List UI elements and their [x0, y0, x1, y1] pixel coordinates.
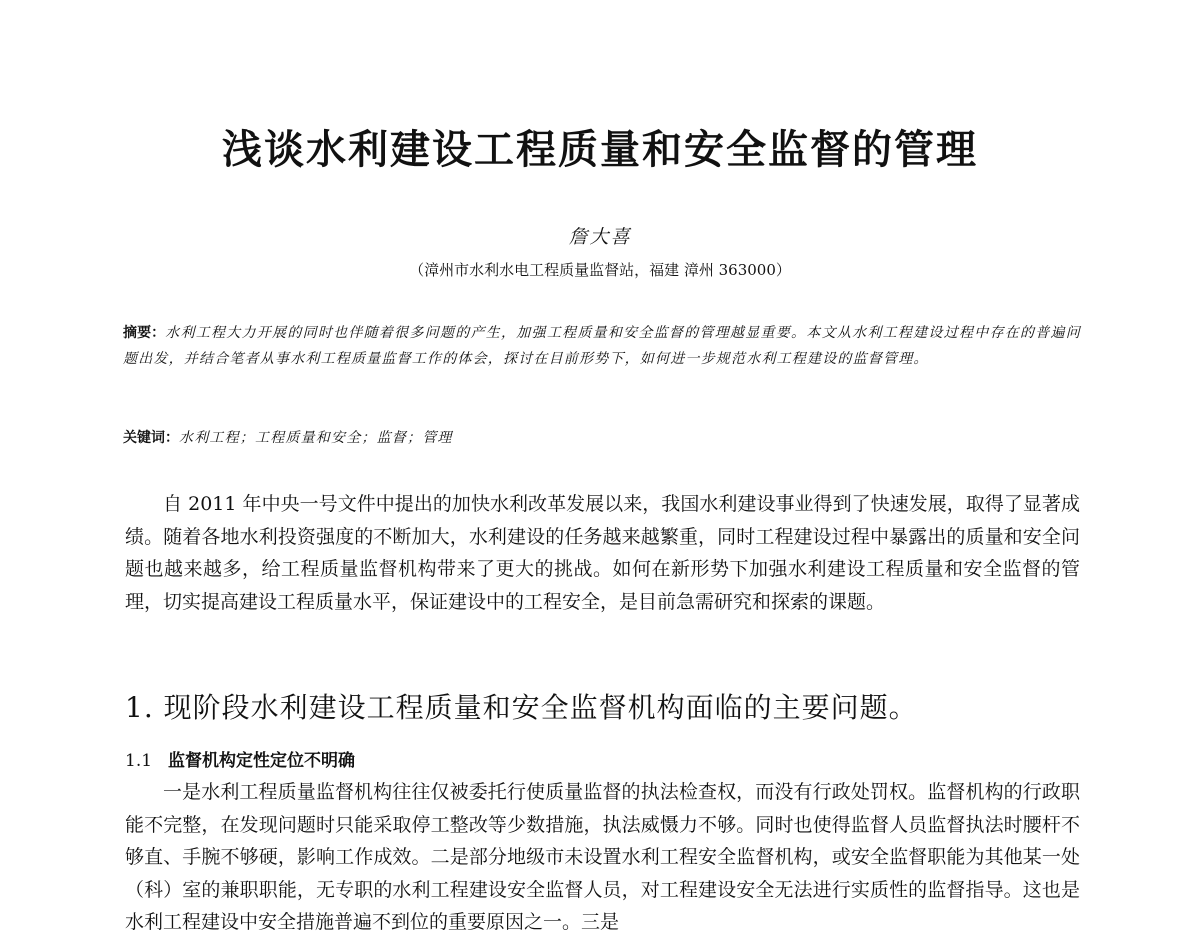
- intro-paragraph: 自 2011 年中央一号文件中提出的加快水利改革发展以来，我国水利建设事业得到了快速发展，取得了显著成绩。随着各地水利投资强度的不断加大，水利建设的任务越来越繁重，同时工程建设过程中暴露出的质量和安全问题也越来越多，给工程质量监督机构带来了更大的挑战。如何在新形势下加强水利建设工程质量和安全监督的管理，切实提高建设工程质量水平，保证建设中的工程安全，是目前急需研究和探索的课题。: [125, 493, 1080, 613]
- abstract-label: 摘要：: [123, 325, 166, 341]
- subsection-heading: [125, 746, 355, 771]
- subsection-number: 1.1: [125, 751, 153, 771]
- subsection-title: 监督机构定性定位不明确: [168, 751, 356, 771]
- article-title: 浅谈水利建设工程质量和安全监督的管理: [222, 127, 978, 173]
- abstract-text: 水利工程大力开展的同时也伴随着很多问题的产生，加强工程质量和安全监督的管理越显重要。本文从水利工程建设过程中存在的普遍问题出发，并结合笔者从事水利工程质量监督工作的体会，探讨在目前形势下，如何进一步规范水利工程建设的监督管理。: [123, 325, 1082, 367]
- author-name: 詹大喜: [568, 226, 632, 248]
- abstract: [123, 320, 1081, 372]
- section-heading: 1. 现阶段水利建设工程质量和安全监督机构面临的主要问题。: [125, 691, 918, 724]
- author-affiliation: （漳州市水利水电工程质量监督站，福建 漳州 363000）: [409, 261, 791, 279]
- keywords: [123, 426, 1081, 450]
- keywords-label: 关键词：: [123, 430, 179, 446]
- keywords-text: 水利工程；工程质量和安全；监督；管理: [179, 430, 453, 446]
- body-paragraph: 一是水利工程质量监督机构往往仅被委托行使质量监督的执法检查权，而没有行政处罚权。监督机构的行政职能不完整，在发现问题时只能采取停工整改等少数措施，执法威慑力不够。同时也使得监督人员监督执法时腰杆不够直、手腕不够硬，影响工作成效。二是部分地级市未设置水利工程安全监督机构，或安全监督职能为其他某一处（科）室的兼职职能，无专职的水利工程建设安全监督人员，对工程建设安全无法进行实质性的监督指导。这也是水利工程建设中安全措施普遍不到位的重要原因之一。三是: [125, 781, 1080, 933]
